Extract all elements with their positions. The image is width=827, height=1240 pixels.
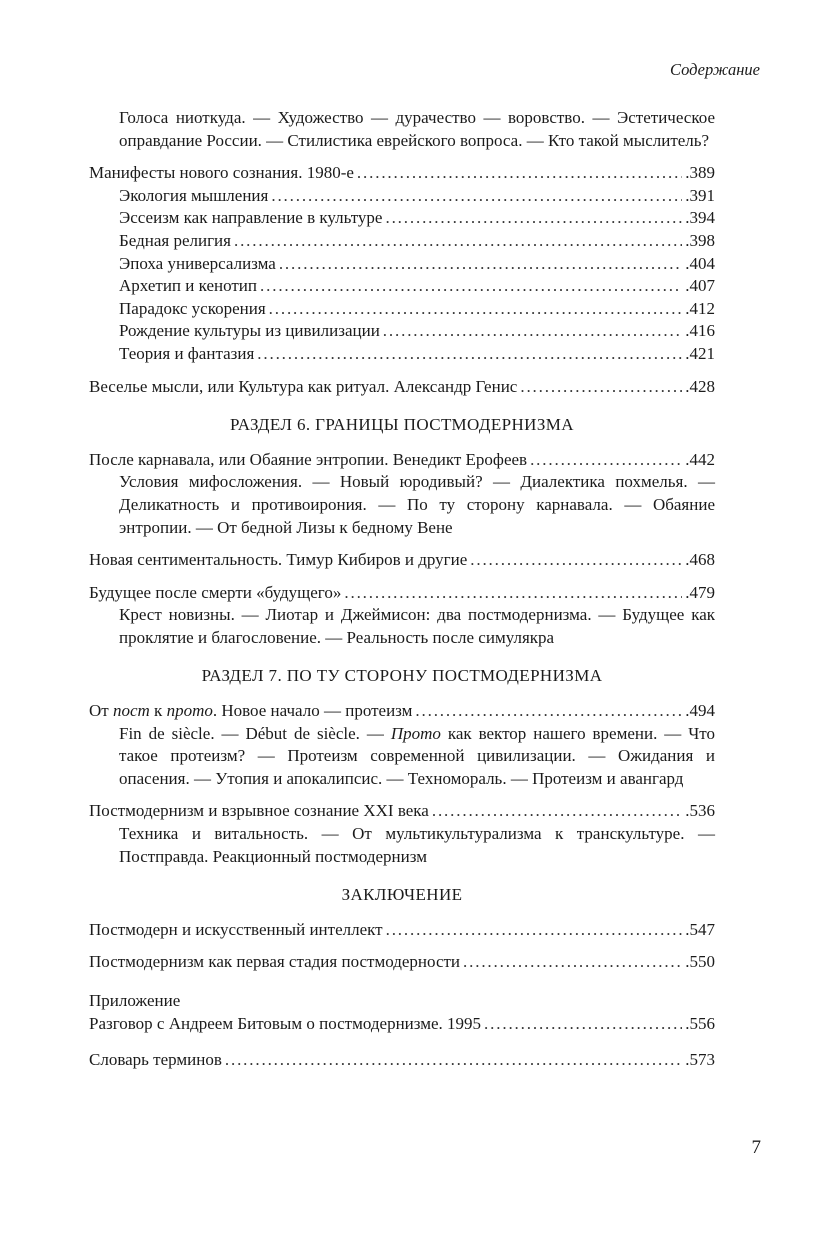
chapter-description [89, 723, 715, 791]
entry-title: Бедная религия [119, 230, 231, 250]
leader-dots [385, 207, 682, 230]
chapter-description: Крест новизны. — Лиотар и Джеймисон: два постмодернизма. — Будущее как проклятие и благословение. — Реальность после симулякра [119, 605, 715, 647]
leader-dots [271, 185, 682, 208]
toc-entry-bitov[interactable] [89, 1013, 715, 1036]
leader-dots [279, 253, 682, 276]
desc-part: как вектор нашего времени. — Что такое протеизм? — Протеизм современной цивилизации. — Ожидания и опасения. — Утопия и апокалипсис. — Техномораль. — Протеизм и авангард [119, 723, 715, 788]
entry-title: Постмодерн и искусственный интеллект [89, 919, 383, 939]
toc-subentry[interactable] [89, 343, 715, 366]
leader-dots [225, 1049, 682, 1072]
entry-page: .404 [685, 253, 715, 273]
toc-entry-ai[interactable] [89, 919, 715, 942]
entry-page: .398 [685, 230, 715, 250]
entry-title: Постмодернизм как первая стадия постмодерности [89, 952, 461, 972]
desc-part: Fin de siècle. — Début de siècle. — [119, 723, 391, 743]
leader-dots [520, 376, 682, 399]
entry-title: Эссеизм как направление в культуре [119, 208, 383, 228]
leader-dots [432, 800, 682, 823]
entry-page: .479 [685, 582, 715, 602]
entry-title: Рождение культуры из цивилизации [119, 321, 380, 341]
toc-subentry[interactable] [89, 185, 715, 208]
title-part: От [89, 701, 113, 721]
table-of-contents [89, 107, 715, 1072]
leader-dots [269, 298, 683, 321]
entry-title: Словарь терминов [89, 1050, 222, 1070]
toc-subentry[interactable] [89, 298, 715, 321]
leader-dots [234, 230, 682, 253]
entry-page: .556 [685, 1013, 715, 1033]
toc-entry-erofeev[interactable] [89, 449, 715, 472]
entry-title: Парадокс ускорения [119, 298, 266, 318]
entry-page: .442 [685, 449, 715, 469]
toc-subentry[interactable] [89, 207, 715, 230]
toc-entry-first-stage[interactable] [89, 951, 715, 974]
entry-page: .412 [685, 298, 715, 318]
entry-title: Манифесты нового сознания. 1980-е [89, 163, 354, 183]
title-part: к [149, 701, 167, 721]
entry-page: .494 [685, 701, 715, 721]
toc-entry-future[interactable] [89, 582, 715, 605]
section-heading: ЗАКЛЮЧЕНИЕ [341, 885, 463, 905]
entry-title [89, 700, 412, 723]
toc-entry-proto[interactable] [89, 700, 715, 723]
toc-entry-kibirov[interactable] [89, 549, 715, 572]
entry-page: .550 [685, 952, 715, 972]
entry-title: Постмодернизм и взрывное сознание XXI века [89, 801, 429, 821]
toc-entry-manifest[interactable] [89, 162, 715, 185]
appendix-label: Приложение [89, 991, 181, 1010]
leader-dots [357, 162, 682, 185]
toc-subentry[interactable] [89, 320, 715, 343]
entry-title: После карнавала, или Обаяние энтропии. Венедикт Ерофеев [89, 449, 528, 469]
entry-page: .468 [685, 550, 715, 570]
entry-title: Эпоха универсализма [119, 253, 276, 273]
entry-title: Архетип и кенотип [119, 276, 258, 296]
entry-title: Разговор с Андреем Битовым о постмодернизме. 1995 [89, 1013, 482, 1033]
title-italic: пост [112, 701, 150, 721]
entry-page: .547 [685, 919, 715, 939]
entry-title: Экология мышления [119, 185, 269, 205]
entry-page: .428 [685, 376, 715, 396]
title-part: . Новое начало — протеизм [212, 701, 413, 721]
toc-subentry[interactable] [89, 275, 715, 298]
chapter-description: Техника и витальность. — От мультикультурализма к транскультуре. — Постправда. Реакционный постмодернизм [119, 824, 715, 866]
chapter-description: Условия мифосложения. — Новый юродивый? — Диалектика похмелья. — Деликатность и противоирония. — По ту сторону карнавала. — Обаяние энтропии. — От бедной Лизы к бедному Вене [119, 472, 715, 537]
leader-dots [530, 449, 682, 472]
entry-page: .391 [685, 185, 715, 205]
leader-dots [260, 275, 682, 298]
desc-italic: Прото [390, 723, 441, 743]
entry-title: Будущее после смерти «будущего» [89, 582, 342, 602]
entry-page: .536 [685, 801, 715, 821]
toc-entry-genis[interactable] [89, 376, 715, 399]
running-head: Содержание [669, 60, 760, 79]
leader-dots [383, 320, 682, 343]
entry-title: Теория и фантазия [119, 343, 255, 363]
toc-entry-glossary[interactable] [89, 1049, 715, 1072]
entry-page: .421 [685, 343, 715, 363]
entry-title: Веселье мысли, или Культура как ритуал. Александр Генис [89, 376, 518, 396]
entry-page: .407 [685, 276, 715, 296]
toc-subentry[interactable] [89, 253, 715, 276]
leader-dots [257, 343, 682, 366]
page-number: 7 [751, 1137, 761, 1158]
entry-page: .416 [685, 321, 715, 341]
leader-dots [415, 700, 682, 723]
toc-subentry[interactable] [89, 230, 715, 253]
leader-dots [484, 1013, 682, 1036]
leader-dots [344, 582, 682, 605]
leader-dots [470, 549, 682, 572]
toc-entry-explosive[interactable] [89, 800, 715, 823]
chapter-description: Голоса ниоткуда. — Художество — дурачество — воровство. — Эстетическое оправдание России. — Стилистика еврейского вопроса. — Кто такой мыслитель? [119, 108, 715, 150]
section-heading: РАЗДЕЛ 7. ПО ТУ СТОРОНУ ПОСТМОДЕРНИЗМА [201, 666, 603, 686]
entry-page: .394 [685, 208, 715, 228]
leader-dots [386, 919, 683, 942]
entry-page: .573 [685, 1050, 715, 1070]
section-heading: РАЗДЕЛ 6. ГРАНИЦЫ ПОСТМОДЕРНИЗМА [230, 415, 574, 435]
entry-page: .389 [685, 163, 715, 183]
entry-title: Новая сентиментальность. Тимур Кибиров и другие [89, 550, 468, 570]
leader-dots [463, 951, 682, 974]
title-italic: прото [166, 701, 213, 721]
